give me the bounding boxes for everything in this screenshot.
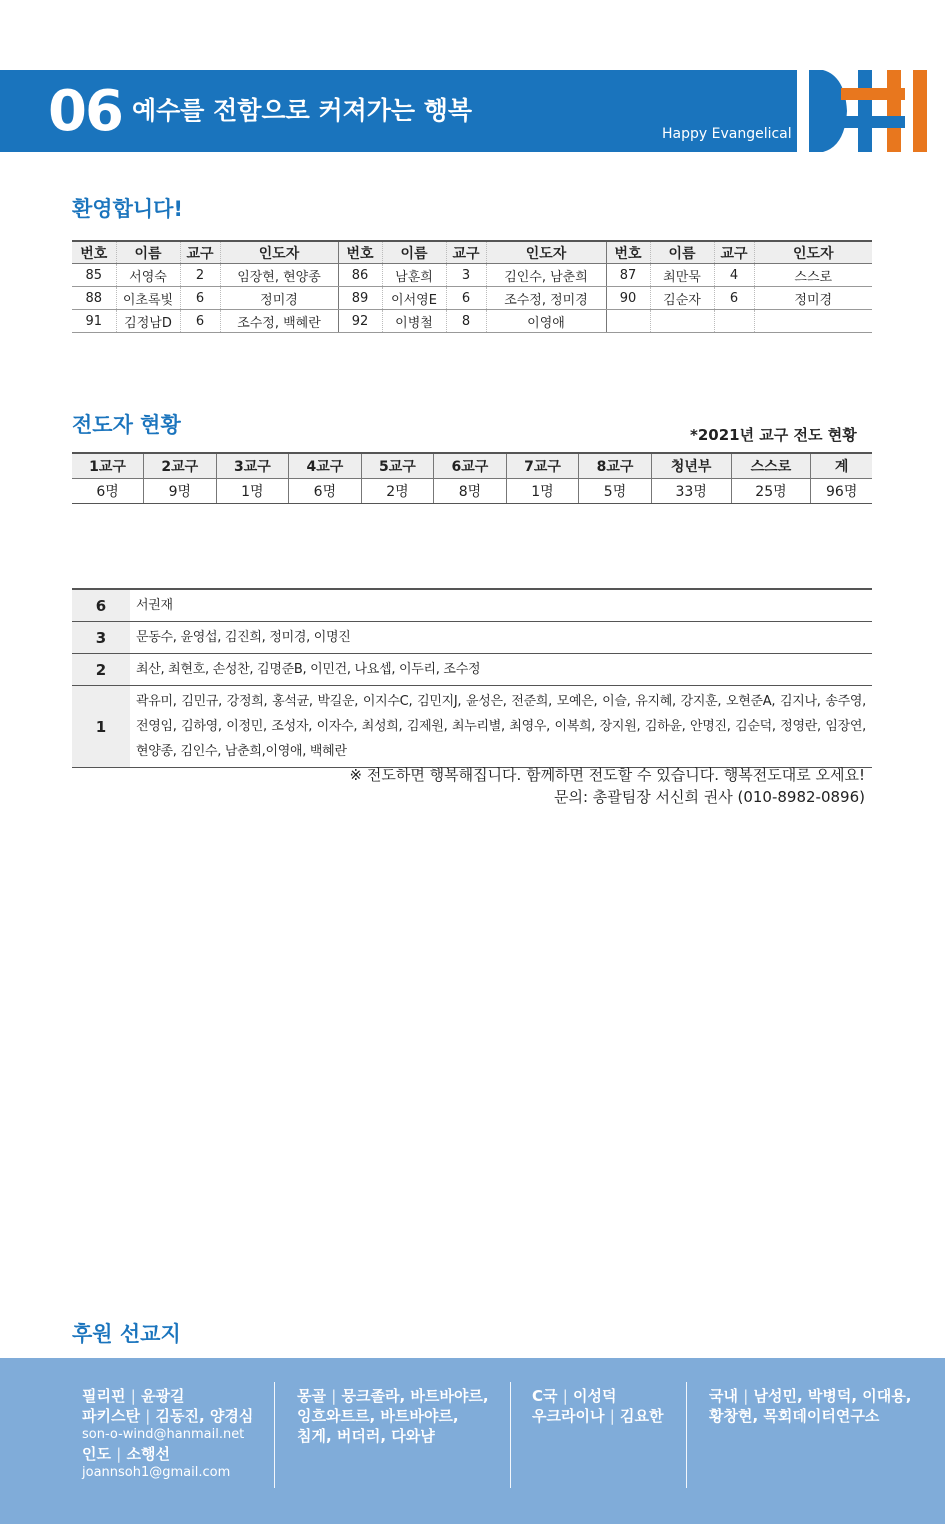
- cell-name: [650, 310, 714, 333]
- column-divider: [686, 1382, 687, 1488]
- stats-header: 8교구: [579, 453, 652, 479]
- ranking-count: 3: [72, 622, 130, 654]
- table-row: [72, 479, 872, 504]
- stats-value: 96명: [811, 479, 872, 504]
- stats-value: 5명: [579, 479, 652, 504]
- stats-header: 7교구: [506, 453, 579, 479]
- welcome-header-row: [72, 241, 872, 264]
- cell-name: 김순자: [650, 287, 714, 310]
- cell-district: 2: [180, 264, 220, 287]
- header-guide: 인도자: [220, 241, 338, 264]
- header-tagline: Happy Evangelical: [662, 126, 792, 142]
- cell-name: 남훈희: [382, 264, 446, 287]
- stats-note: *2021년 교구 전도 현황: [690, 426, 857, 444]
- header-name: 이름: [650, 241, 714, 264]
- cell-guide: 정미경: [220, 287, 338, 310]
- cell-name: 이병철: [382, 310, 446, 333]
- stats-header: 2교구: [144, 453, 217, 479]
- header-name: 이름: [382, 241, 446, 264]
- header-name: 이름: [116, 241, 180, 264]
- missionary-country: 우크라이나: [532, 1407, 605, 1425]
- cell-name: 이서영E: [382, 287, 446, 310]
- stats-value: 6명: [72, 479, 144, 504]
- cell-guide: 이영애: [486, 310, 606, 333]
- missionary-email: son-o-wind@hanmail.net: [82, 1427, 245, 1442]
- missionary-name: 김요한: [619, 1407, 664, 1425]
- header-guide: 인도자: [754, 241, 872, 264]
- cell-district: 6: [446, 287, 486, 310]
- stats-header: 3교구: [216, 453, 289, 479]
- cell-guide: 임장현, 현양종: [220, 264, 338, 287]
- header-district: 교구: [180, 241, 220, 264]
- cell-district: 3: [446, 264, 486, 287]
- missionary-name: 소행선: [126, 1445, 170, 1463]
- header-number: 번호: [338, 241, 382, 264]
- missionary-name: 침게, 버더러, 다와냠: [297, 1427, 435, 1445]
- stats-header: 청년부: [651, 453, 731, 479]
- header-district: 교구: [714, 241, 754, 264]
- header-number: 번호: [72, 241, 116, 264]
- stats-value: 25명: [731, 479, 811, 504]
- missionary-column-4: [709, 1386, 911, 1426]
- stats-header: 1교구: [72, 453, 144, 479]
- closing-message: ※ 전도하면 행복해집니다. 함께하면 전도할 수 있습니다. 행복전도대로 오세요!: [349, 766, 865, 784]
- ranking-names: 곽유미, 김민규, 강정희, 홍석균, 박길운, 이지수C, 김민지J, 윤성은, 전준희, 모예은, 이슬, 유지혜, 강지훈, 오현준A, 김지나, 송주영, 전영임, 김하영, 이정민, 조성자, 이자수, 최성희, 김제원, 최누리별, 최영우, 이복희, 장지원, 김하윤, 안명진, 김순덕, 정영란, 임장연, 현양종, 김인수, 남춘희,이영애, 백혜란: [130, 686, 872, 768]
- stats-header: 6교구: [434, 453, 507, 479]
- cell-number: [606, 310, 650, 333]
- separator: |: [609, 1407, 615, 1425]
- stats-value: 6명: [289, 479, 362, 504]
- cell-guide: 스스로: [754, 264, 872, 287]
- separator: |: [743, 1387, 749, 1405]
- cell-name: 최만묵: [650, 264, 714, 287]
- separator: |: [331, 1387, 337, 1405]
- header-number: 번호: [606, 241, 650, 264]
- table-row: [72, 287, 872, 310]
- cell-guide: 조수정, 정미경: [486, 287, 606, 310]
- stats-value: 8명: [434, 479, 507, 504]
- stats-header: 5교구: [361, 453, 434, 479]
- stats-value: 1명: [506, 479, 579, 504]
- stats-value: 1명: [216, 479, 289, 504]
- missionary-name: 이성덕: [573, 1387, 617, 1405]
- missionary-title: 후원 선교지: [72, 1322, 181, 1346]
- missionary-name: 남성민, 박병덕, 이대용,: [753, 1387, 912, 1405]
- separator: |: [145, 1407, 151, 1425]
- column-divider: [510, 1382, 511, 1488]
- cell-name: 이초록빛: [116, 287, 180, 310]
- missionary-email: joannsoh1@gmail.com: [82, 1465, 231, 1480]
- ranking-count: 6: [72, 589, 130, 622]
- ranking-names: 최산, 최현호, 손성찬, 김명준B, 이민건, 나요셉, 이두리, 조수정: [130, 654, 872, 686]
- cell-number: 90: [606, 287, 650, 310]
- missionary-name: 잉흐와트르, 바트바야르,: [297, 1407, 459, 1425]
- cell-district: 6: [714, 287, 754, 310]
- stats-header-row: [72, 453, 872, 479]
- cell-number: 89: [338, 287, 382, 310]
- missionary-name: 황창현, 목회데이터연구소: [709, 1407, 880, 1425]
- ranking-names: 문동수, 윤영섭, 김진희, 정미경, 이명진: [130, 622, 872, 654]
- missionary-country: C국: [532, 1387, 558, 1405]
- table-row: [72, 622, 872, 654]
- stats-title: 전도자 현황: [72, 413, 181, 437]
- cell-district: 8: [446, 310, 486, 333]
- cell-guide: 정미경: [754, 287, 872, 310]
- table-row: [72, 310, 872, 333]
- welcome-table: [72, 240, 872, 333]
- church-logo: [797, 70, 945, 152]
- missionary-column-2: [297, 1386, 489, 1446]
- missionary-country: 국내: [709, 1387, 738, 1405]
- cell-district: 4: [714, 264, 754, 287]
- cell-district: [714, 310, 754, 333]
- missionary-name: 김동진, 양경심: [155, 1407, 254, 1425]
- table-row: [72, 654, 872, 686]
- missionary-country: 인도: [82, 1445, 111, 1463]
- stats-value: 9명: [144, 479, 217, 504]
- contact-info: 문의: 총괄팀장 서신희 권사 (010-8982-0896): [553, 788, 865, 806]
- ranking-count: 1: [72, 686, 130, 768]
- separator: |: [130, 1387, 136, 1405]
- missionary-column-3: [532, 1386, 663, 1426]
- stats-header: 스스로: [731, 453, 811, 479]
- cell-guide: [754, 310, 872, 333]
- table-row: [72, 589, 872, 622]
- ranking-names: 서권재: [130, 589, 872, 622]
- header-guide: 인도자: [486, 241, 606, 264]
- separator: |: [562, 1387, 568, 1405]
- cell-number: 85: [72, 264, 116, 287]
- missionary-country: 파키스탄: [82, 1407, 140, 1425]
- church-logo-icon: [797, 70, 945, 152]
- stats-value: 33명: [651, 479, 731, 504]
- missionary-name: 윤광길: [141, 1387, 185, 1405]
- cell-number: 91: [72, 310, 116, 333]
- stats-header: 4교구: [289, 453, 362, 479]
- header-district: 교구: [446, 241, 486, 264]
- cell-number: 92: [338, 310, 382, 333]
- table-row: [72, 686, 872, 768]
- ranking-count: 2: [72, 654, 130, 686]
- cell-number: 88: [72, 287, 116, 310]
- cell-number: 86: [338, 264, 382, 287]
- cell-guide: 조수정, 백혜란: [220, 310, 338, 333]
- cell-number: 87: [606, 264, 650, 287]
- evangelist-ranking-table: [72, 588, 872, 768]
- welcome-title: 환영합니다!: [72, 197, 184, 221]
- cell-name: 서영숙: [116, 264, 180, 287]
- column-divider: [274, 1382, 275, 1488]
- stats-header: 계: [811, 453, 872, 479]
- stats-table: [72, 452, 872, 504]
- cell-name: 김정남D: [116, 310, 180, 333]
- table-row: [72, 264, 872, 287]
- missionary-column-1: [82, 1386, 253, 1482]
- cell-guide: 김인수, 남춘희: [486, 264, 606, 287]
- stats-value: 2명: [361, 479, 434, 504]
- cell-district: 6: [180, 287, 220, 310]
- separator: |: [116, 1445, 122, 1463]
- missionary-name: 뭉크졸라, 바트바야르,: [341, 1387, 489, 1405]
- page-heading: 예수를 전함으로 커져가는 행복: [132, 96, 473, 125]
- cell-district: 6: [180, 310, 220, 333]
- missionary-country: 몽골: [297, 1387, 326, 1405]
- missionary-country: 필리핀: [82, 1387, 126, 1405]
- page-number: 06: [48, 79, 122, 144]
